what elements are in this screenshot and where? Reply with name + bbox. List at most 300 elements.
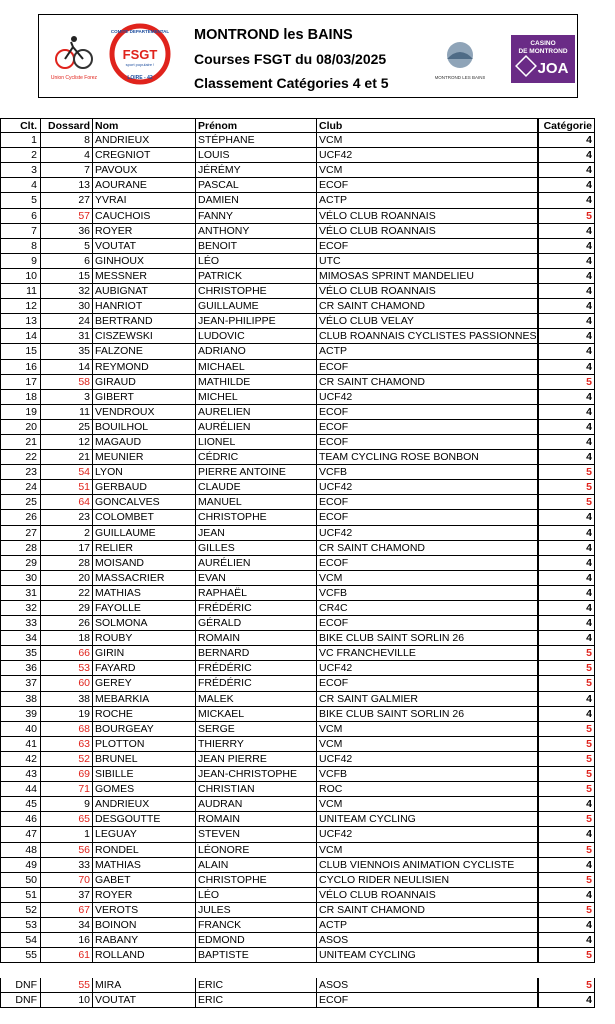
svg-text:CASINO: CASINO: [530, 40, 556, 47]
cell-categorie: 4: [538, 450, 595, 465]
cell-nom: BOUILHOL: [93, 420, 196, 435]
cell-club: ACTP: [317, 918, 538, 933]
cell-clt: 11: [0, 284, 41, 299]
cell-club: UCF42: [317, 752, 538, 767]
cell-categorie: 4: [538, 284, 595, 299]
cell-club: UTC: [317, 254, 538, 269]
cell-club: VCFB: [317, 586, 538, 601]
cell-prenom: ROMAIN: [196, 631, 317, 646]
cell-nom: REYMOND: [93, 360, 196, 375]
cell-club: ECOF: [317, 993, 538, 1008]
cell-prenom: GILLES: [196, 541, 317, 556]
header-club: Club: [317, 118, 538, 133]
table-row: [0, 193, 595, 208]
table-row: [0, 420, 595, 435]
cell-dossard: 27: [41, 193, 93, 208]
cell-club: ROC: [317, 782, 538, 797]
cell-prenom: AURÉLIEN: [196, 420, 317, 435]
cell-dossard: 1: [41, 827, 93, 842]
cell-clt: 12: [0, 299, 41, 314]
header-text: [194, 23, 434, 95]
dnf-row: [0, 978, 595, 993]
cell-dossard: 21: [41, 450, 93, 465]
cell-club: ECOF: [317, 239, 538, 254]
cell-nom: ROYER: [93, 888, 196, 903]
cell-clt: 23: [0, 465, 41, 480]
cell-categorie: 4: [538, 858, 595, 873]
cell-dossard: 30: [41, 299, 93, 314]
table-row: [0, 435, 595, 450]
cell-categorie: 4: [538, 541, 595, 556]
cell-clt: 7: [0, 224, 41, 239]
cell-club: UCF42: [317, 390, 538, 405]
table-row: [0, 586, 595, 601]
cell-dossard: 2: [41, 526, 93, 541]
cell-club: UCF42: [317, 827, 538, 842]
cell-clt: 25: [0, 495, 41, 510]
cell-prenom: CHRISTOPHE: [196, 284, 317, 299]
cell-club: CR4C: [317, 601, 538, 616]
cell-nom: FALZONE: [93, 344, 196, 359]
cell-prenom: CÉDRIC: [196, 450, 317, 465]
cell-categorie: 4: [538, 360, 595, 375]
cell-clt: 18: [0, 390, 41, 405]
cell-categorie: 4: [538, 692, 595, 707]
table-row: [0, 661, 595, 676]
cell-dossard: 37: [41, 888, 93, 903]
cell-prenom: SERGE: [196, 722, 317, 737]
cell-categorie: 4: [538, 405, 595, 420]
table-row: [0, 375, 595, 390]
cell-prenom: JEAN PIERRE: [196, 752, 317, 767]
cell-categorie: 4: [538, 224, 595, 239]
cell-prenom: FANNY: [196, 209, 317, 224]
table-row: [0, 646, 595, 661]
cell-clt: 22: [0, 450, 41, 465]
cell-prenom: MICHEL: [196, 390, 317, 405]
cell-club: VC FRANCHEVILLE: [317, 646, 538, 661]
cell-nom: GIBERT: [93, 390, 196, 405]
cell-dossard: 4: [41, 148, 93, 163]
cell-clt: 32: [0, 601, 41, 616]
cell-club: UCF42: [317, 526, 538, 541]
cell-club: ASOS: [317, 933, 538, 948]
cell-categorie: 4: [538, 631, 595, 646]
table-row: [0, 269, 595, 284]
cell-club: VCM: [317, 843, 538, 858]
page-subtitle: Courses FSGT du 08/03/2025: [194, 51, 387, 67]
cell-club: VÉLO CLUB ROANNAIS: [317, 224, 538, 239]
cell-categorie: 5: [538, 465, 595, 480]
cell-clt: 17: [0, 375, 41, 390]
cell-clt: 1: [0, 133, 41, 148]
cell-nom: GUILLAUME: [93, 526, 196, 541]
cell-categorie: 4: [538, 993, 595, 1008]
cell-categorie: 4: [538, 299, 595, 314]
cell-club: CLUB ROANNAIS CYCLISTES PASSIONNES: [317, 329, 538, 344]
table-row: [0, 948, 595, 963]
cell-club: CR SAINT CHAMOND: [317, 299, 538, 314]
cell-club: MIMOSAS SPRINT MANDELIEU: [317, 269, 538, 284]
results-table: [0, 118, 595, 1008]
table-row: [0, 239, 595, 254]
cell-categorie: 5: [538, 873, 595, 888]
cell-clt: 48: [0, 843, 41, 858]
cell-nom: CISZEWSKI: [93, 329, 196, 344]
cell-clt: 3: [0, 163, 41, 178]
cell-categorie: 4: [538, 526, 595, 541]
cell-clt: 28: [0, 541, 41, 556]
cell-club: ECOF: [317, 435, 538, 450]
cell-prenom: BAPTISTE: [196, 948, 317, 963]
page-title: MONTROND les BAINS: [194, 27, 353, 43]
table-row: [0, 616, 595, 631]
cell-dossard: 10: [41, 993, 93, 1008]
table-row: [0, 858, 595, 873]
cell-categorie: 4: [538, 163, 595, 178]
cell-club: VCM: [317, 163, 538, 178]
cell-categorie: 5: [538, 676, 595, 691]
cell-clt: 40: [0, 722, 41, 737]
cell-prenom: DAMIEN: [196, 193, 317, 208]
cell-nom: BRUNEL: [93, 752, 196, 767]
cell-clt: 55: [0, 948, 41, 963]
cell-dossard: 12: [41, 435, 93, 450]
cell-dossard: 24: [41, 314, 93, 329]
cell-categorie: 4: [538, 827, 595, 842]
cell-categorie: 4: [538, 510, 595, 525]
cell-prenom: JEAN-CHRISTOPHE: [196, 767, 317, 782]
cell-prenom: ERIC: [196, 993, 317, 1008]
cell-prenom: JÉRÉMY: [196, 163, 317, 178]
table-row: [0, 163, 595, 178]
table-header-row: [0, 118, 595, 133]
cell-dossard: 56: [41, 843, 93, 858]
cell-categorie: 4: [538, 178, 595, 193]
cell-club: ECOF: [317, 510, 538, 525]
cell-categorie: 4: [538, 601, 595, 616]
cell-prenom: MICKAEL: [196, 707, 317, 722]
cell-prenom: MICHAEL: [196, 360, 317, 375]
table-row: [0, 133, 595, 148]
cell-nom: VOUTAT: [93, 993, 196, 1008]
header-categorie: Catégorie: [538, 118, 595, 133]
cell-dossard: 65: [41, 812, 93, 827]
cell-nom: MEUNIER: [93, 450, 196, 465]
cell-categorie: 5: [538, 209, 595, 224]
montrond-logo: [435, 37, 485, 85]
cell-nom: FAYOLLE: [93, 601, 196, 616]
cell-prenom: PIERRE ANTOINE: [196, 465, 317, 480]
cell-categorie: 5: [538, 782, 595, 797]
cell-clt: 41: [0, 737, 41, 752]
cell-prenom: ADRIANO: [196, 344, 317, 359]
cell-categorie: 4: [538, 269, 595, 284]
table-row: [0, 722, 595, 737]
dnf-row: [0, 993, 595, 1008]
cell-categorie: 4: [538, 344, 595, 359]
cell-club: CR SAINT CHAMOND: [317, 903, 538, 918]
cell-nom: VOUTAT: [93, 239, 196, 254]
cell-clt: 50: [0, 873, 41, 888]
cell-club: BIKE CLUB SAINT SORLIN 26: [317, 707, 538, 722]
cell-prenom: LOUIS: [196, 148, 317, 163]
svg-text:DE MONTROND: DE MONTROND: [518, 48, 568, 55]
cell-club: UCF42: [317, 148, 538, 163]
cell-clt: 35: [0, 646, 41, 661]
cell-prenom: BERNARD: [196, 646, 317, 661]
cell-dossard: 54: [41, 465, 93, 480]
cell-clt: 42: [0, 752, 41, 767]
cell-categorie: 4: [538, 616, 595, 631]
fsgt-logo: [109, 21, 171, 91]
table-row: [0, 329, 595, 344]
cell-dossard: 52: [41, 752, 93, 767]
cell-nom: YVRAI: [93, 193, 196, 208]
table-row: [0, 314, 595, 329]
cell-dossard: 61: [41, 948, 93, 963]
cell-clt: 44: [0, 782, 41, 797]
cell-prenom: MANUEL: [196, 495, 317, 510]
cell-prenom: GÉRALD: [196, 616, 317, 631]
cell-dossard: 51: [41, 480, 93, 495]
cell-nom: SOLMONA: [93, 616, 196, 631]
cell-nom: AUBIGNAT: [93, 284, 196, 299]
cell-categorie: 5: [538, 978, 595, 993]
table-row: [0, 284, 595, 299]
table-row: [0, 405, 595, 420]
cell-nom: GINHOUX: [93, 254, 196, 269]
header-clt: Clt.: [0, 118, 41, 133]
table-row: [0, 737, 595, 752]
cell-nom: BOURGEAY: [93, 722, 196, 737]
cell-categorie: 5: [538, 646, 595, 661]
cell-clt: 13: [0, 314, 41, 329]
cell-nom: COLOMBET: [93, 510, 196, 525]
cell-categorie: 5: [538, 480, 595, 495]
svg-text:JOA: JOA: [537, 60, 569, 77]
cell-dossard: 71: [41, 782, 93, 797]
cell-dossard: 53: [41, 661, 93, 676]
cell-prenom: EVAN: [196, 571, 317, 586]
cell-clt: 39: [0, 707, 41, 722]
cell-categorie: 5: [538, 737, 595, 752]
cell-nom: MATHIAS: [93, 858, 196, 873]
cell-clt: 16: [0, 360, 41, 375]
cell-nom: ROYER: [93, 224, 196, 239]
cell-club: UCF42: [317, 480, 538, 495]
cell-nom: BOINON: [93, 918, 196, 933]
cell-categorie: 4: [538, 239, 595, 254]
cell-dossard: 26: [41, 616, 93, 631]
cell-prenom: FRANCK: [196, 918, 317, 933]
cell-club: ASOS: [317, 978, 538, 993]
table-row: [0, 631, 595, 646]
cell-prenom: PATRICK: [196, 269, 317, 284]
table-row: [0, 495, 595, 510]
cell-categorie: 5: [538, 948, 595, 963]
cell-nom: MAGAUD: [93, 435, 196, 450]
cell-prenom: FRÉDÉRIC: [196, 676, 317, 691]
table-row: [0, 918, 595, 933]
cell-prenom: LÉO: [196, 254, 317, 269]
casino-joa-logo: [511, 35, 575, 83]
cell-prenom: MALEK: [196, 692, 317, 707]
table-row: [0, 465, 595, 480]
cell-prenom: EDMOND: [196, 933, 317, 948]
cell-nom: MATHIAS: [93, 586, 196, 601]
cell-club: VÉLO CLUB ROANNAIS: [317, 888, 538, 903]
cell-clt: 47: [0, 827, 41, 842]
cell-clt: 9: [0, 254, 41, 269]
cell-categorie: 4: [538, 390, 595, 405]
cell-dossard: 18: [41, 631, 93, 646]
cell-dossard: 38: [41, 692, 93, 707]
cell-dossard: 34: [41, 918, 93, 933]
table-row: [0, 888, 595, 903]
cell-prenom: AURELIEN: [196, 405, 317, 420]
table-row: [0, 782, 595, 797]
cell-categorie: 4: [538, 933, 595, 948]
cell-nom: RABANY: [93, 933, 196, 948]
dnf-body: [0, 978, 595, 1008]
cell-prenom: CHRISTOPHE: [196, 873, 317, 888]
table-row: [0, 450, 595, 465]
cell-nom: SIBILLE: [93, 767, 196, 782]
cell-prenom: LÉONORE: [196, 843, 317, 858]
cell-categorie: 4: [538, 193, 595, 208]
header-box: [38, 14, 578, 98]
cell-clt: 43: [0, 767, 41, 782]
cell-prenom: JULES: [196, 903, 317, 918]
cell-nom: GONCALVES: [93, 495, 196, 510]
table-row: [0, 843, 595, 858]
table-row: [0, 480, 595, 495]
table-row: [0, 541, 595, 556]
cell-categorie: 4: [538, 420, 595, 435]
cell-nom: ROLLAND: [93, 948, 196, 963]
cell-clt: DNF: [0, 978, 41, 993]
cell-nom: MASSACRIER: [93, 571, 196, 586]
cell-dossard: 68: [41, 722, 93, 737]
table-row: [0, 707, 595, 722]
svg-text:MONTROND LES BAINS: MONTROND LES BAINS: [435, 75, 485, 80]
cell-dossard: 29: [41, 601, 93, 616]
cell-clt: 20: [0, 420, 41, 435]
cell-categorie: 5: [538, 812, 595, 827]
cell-dossard: 11: [41, 405, 93, 420]
cell-club: CR SAINT GALMIER: [317, 692, 538, 707]
cell-dossard: 15: [41, 269, 93, 284]
table-row: [0, 390, 595, 405]
cell-club: VCM: [317, 722, 538, 737]
table-row: [0, 676, 595, 691]
cell-prenom: LÉO: [196, 888, 317, 903]
cell-club: ECOF: [317, 420, 538, 435]
cell-clt: 49: [0, 858, 41, 873]
table-body: [0, 133, 595, 963]
page-classement: Classement Catégories 4 et 5: [194, 75, 389, 91]
cell-categorie: 5: [538, 767, 595, 782]
cell-prenom: ROMAIN: [196, 812, 317, 827]
cell-clt: 5: [0, 193, 41, 208]
cell-nom: MEBARKIA: [93, 692, 196, 707]
cell-club: CLUB VIENNOIS ANIMATION CYCLISTE: [317, 858, 538, 873]
table-row: [0, 873, 595, 888]
cell-nom: MIRA: [93, 978, 196, 993]
cell-dossard: 28: [41, 556, 93, 571]
cell-nom: VEROTS: [93, 903, 196, 918]
dnf-gap: [0, 963, 595, 978]
cell-nom: FAYARD: [93, 661, 196, 676]
cell-prenom: ANTHONY: [196, 224, 317, 239]
cell-nom: VENDROUX: [93, 405, 196, 420]
cell-prenom: STEVEN: [196, 827, 317, 842]
table-row: [0, 178, 595, 193]
cell-club: ECOF: [317, 495, 538, 510]
cell-dossard: 25: [41, 420, 93, 435]
cell-dossard: 33: [41, 858, 93, 873]
cell-club: VÉLO CLUB VELAY: [317, 314, 538, 329]
cell-club: VCM: [317, 797, 538, 812]
cell-prenom: LIONEL: [196, 435, 317, 450]
cell-categorie: 4: [538, 148, 595, 163]
table-row: [0, 571, 595, 586]
cell-club: BIKE CLUB SAINT SORLIN 26: [317, 631, 538, 646]
cell-categorie: 4: [538, 254, 595, 269]
cell-dossard: 8: [41, 133, 93, 148]
cell-clt: 14: [0, 329, 41, 344]
cell-club: UCF42: [317, 661, 538, 676]
cell-dossard: 7: [41, 163, 93, 178]
cell-categorie: 5: [538, 722, 595, 737]
cell-dossard: 17: [41, 541, 93, 556]
cell-dossard: 16: [41, 933, 93, 948]
cell-club: VCM: [317, 133, 538, 148]
cell-dossard: 23: [41, 510, 93, 525]
cell-club: VCM: [317, 571, 538, 586]
cell-clt: 38: [0, 692, 41, 707]
header-prenom: Prénom: [196, 118, 317, 133]
cell-clt: 26: [0, 510, 41, 525]
table-row: [0, 224, 595, 239]
cell-dossard: 13: [41, 178, 93, 193]
svg-text:COMITE DEPARTEMENTAL: COMITE DEPARTEMENTAL: [110, 29, 170, 34]
cell-dossard: 67: [41, 903, 93, 918]
cell-categorie: 5: [538, 495, 595, 510]
cell-dossard: 6: [41, 254, 93, 269]
table-row: [0, 692, 595, 707]
cell-clt: 34: [0, 631, 41, 646]
cell-prenom: LUDOVIC: [196, 329, 317, 344]
table-row: [0, 254, 595, 269]
cell-categorie: 4: [538, 329, 595, 344]
cell-prenom: JEAN-PHILIPPE: [196, 314, 317, 329]
cell-nom: MESSNER: [93, 269, 196, 284]
cell-dossard: 35: [41, 344, 93, 359]
cell-clt: 36: [0, 661, 41, 676]
cell-club: TEAM CYCLING ROSE BONBON: [317, 450, 538, 465]
cell-club: CR SAINT CHAMOND: [317, 375, 538, 390]
cell-clt: 31: [0, 586, 41, 601]
cell-prenom: CHRISTOPHE: [196, 510, 317, 525]
cell-dossard: 32: [41, 284, 93, 299]
cell-nom: CAUCHOIS: [93, 209, 196, 224]
cell-club: VCFB: [317, 767, 538, 782]
cell-categorie: 4: [538, 888, 595, 903]
cell-dossard: 19: [41, 707, 93, 722]
cell-dossard: 69: [41, 767, 93, 782]
